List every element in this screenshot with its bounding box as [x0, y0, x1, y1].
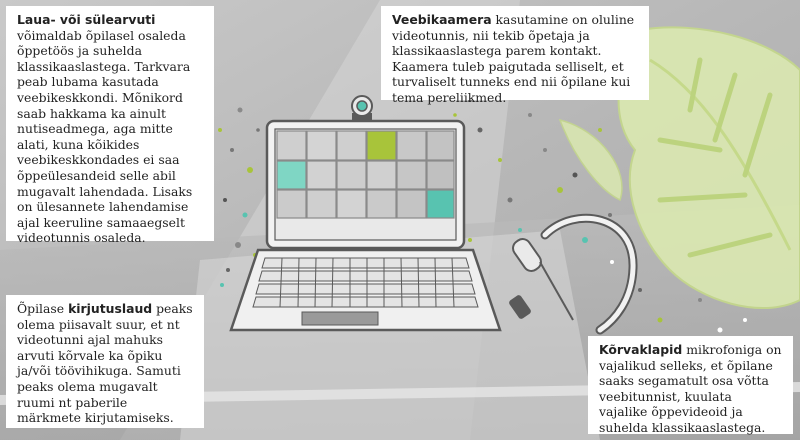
video-tile-highlight-teal-2 — [427, 190, 454, 218]
webcam-description: kasutamine on oluline videotunnis, nii tekib õpetaja ja klassikaaslastega parem kontakt. Kaamera tuleb paigutada selliselt, et turvaliselt tunneks end nii õpilane kui tema pereliikmed. — [392, 12, 635, 105]
video-grid — [277, 131, 454, 218]
laptop-description: võimaldab õpilasel osaleda õppetöös ja suhelda klassikaaslastega. Tarkvara peab lubama kasutada veebikeskkondi. Mõnikord saab hakkama ka ainult nutiseadmega, aga mitte alati, kuna kõikides veebikeskkondades ei saa õppeülesandeid selle abil mugavalt lahendada. Lisaks on ülesannete lahendamise ajal keeruline samaaegselt videotunnis osaleda. — [17, 27, 193, 246]
laptop-term: Laua- või sülearvuti — [17, 12, 156, 27]
webcam-icon — [352, 96, 372, 122]
video-tile-highlight-lime — [367, 131, 396, 160]
headset-info-card — [588, 336, 793, 434]
laptop-info-card — [6, 6, 214, 246]
headset-description: mikrofoniga on vajalikud selleks, et õpilane saaks segamatult osa võtta veebitunnist, kuulata vajalike õppevideoid ja suhelda klassikaaslastega. — [599, 342, 782, 435]
video-tile-highlight-teal — [277, 161, 306, 189]
laptop-icon — [231, 121, 500, 330]
desk-prefix: Õpilase — [17, 301, 65, 316]
webcam-info-card — [381, 6, 649, 105]
touchpad — [302, 312, 378, 325]
desk-description: peaks olema piisavalt suur, et nt videotunni ajal mahuks arvuti kõrvale ka õpiku ja/või töövihikuga. Samuti peaks olema mugavalt ruumi nt paberile märkmete kirjutamiseks. — [17, 301, 193, 426]
headset-term: Kõrvaklapid — [599, 342, 683, 357]
webcam-term: Veebikaamera — [392, 12, 492, 27]
desk-info-card — [6, 295, 204, 428]
desk-term: kirjutuslaud — [68, 301, 153, 316]
